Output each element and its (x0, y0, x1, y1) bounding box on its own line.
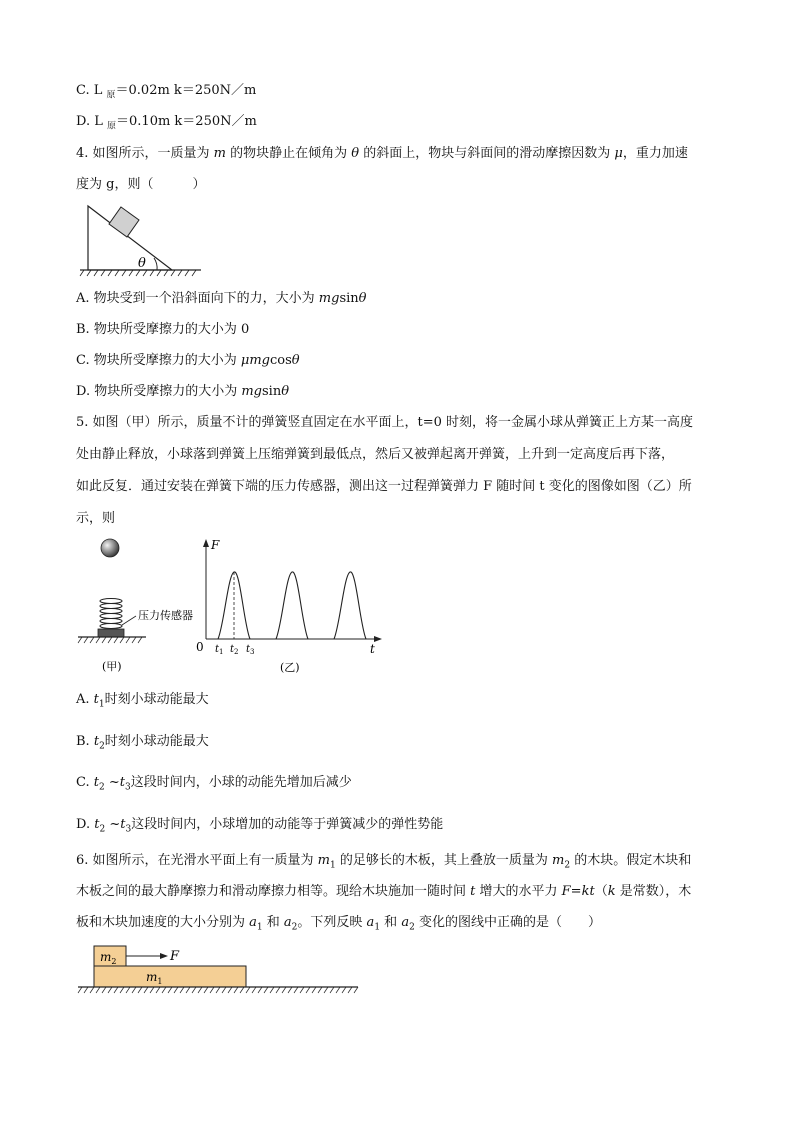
ground-hatch (114, 987, 118, 993)
ground-hatch (228, 987, 232, 993)
ground-hatch (288, 987, 292, 993)
ground-hatch (354, 987, 358, 993)
q4-stem-line1: 4. 如图所示，一质量为 m 的物块静止在倾角为 θ 的斜面上，物块与斜面间的滑动摩擦因数为 μ，重力加速 (76, 146, 688, 161)
ground-hatch (84, 987, 88, 993)
ground-hatch (108, 987, 112, 993)
ground-hatch (336, 987, 340, 993)
origin-label: 0 (196, 640, 204, 654)
ball-icon (101, 539, 119, 557)
ground-hatch (240, 987, 244, 993)
axis-t-label: t (370, 642, 375, 656)
spring-figure-jia (76, 533, 196, 675)
tick-t2: $t_2$ (230, 644, 239, 656)
ground-hatch (120, 987, 124, 993)
q5-option-a: A. $t_1$时刻小球动能最大 (76, 692, 209, 710)
theta-label: θ (138, 256, 146, 271)
ground-hatch (192, 987, 196, 993)
q5-stem-line2: 处由静止释放，小球落到弹簧上压缩弹簧到最低点，然后又被弹起离开弹簧，上升到一定高度后再下落， (76, 447, 675, 462)
tick-t1: $t_1$ (215, 644, 224, 656)
ground-hatch (246, 987, 250, 993)
tick-t3: $t_3$ (246, 644, 255, 656)
option-d-prev: D. L $_原$＝0.10m k＝250N／m (76, 114, 257, 132)
q6-stem-line1: 6. 如图所示，在光滑水平面上有一质量为 $m_1$ 的足够长的木板，其上叠放一质量为 $m_2$ 的木块。假定木块和 (76, 853, 692, 871)
sensor-block (98, 629, 124, 637)
block-board-figure (76, 940, 361, 1000)
ground-hatch (102, 987, 106, 993)
ground-hatch (348, 987, 352, 993)
ground-hatch (78, 987, 82, 993)
ground-hatch (300, 987, 304, 993)
ground-hatch (210, 987, 214, 993)
ground-hatch (294, 987, 298, 993)
axis-f-label: F (211, 538, 220, 552)
q5-stem-line1: 5. 如图（甲）所示，质量不计的弹簧竖直固定在水平面上，t=0 时刻，将一金属小球从弹簧正上方某一高度 (76, 415, 694, 430)
label-yi: (乙) (280, 661, 300, 674)
ground-hatch (198, 987, 202, 993)
board-m1 (94, 966, 246, 987)
ground-hatch (138, 987, 142, 993)
q4-option-b: B. 物块所受摩擦力的大小为 0 (76, 322, 250, 337)
ground-hatch (162, 987, 166, 993)
force-label: F (170, 949, 180, 964)
ground-hatch (252, 987, 256, 993)
q5-stem-line4: 示，则 (76, 511, 116, 526)
sensor-label: 压力传感器 (138, 609, 193, 622)
q5-option-c: C. $t_2$ $\sim t_3$这段时间内，小球的动能先增加后减少 (76, 775, 352, 793)
force-time-graph-yi (190, 535, 390, 675)
label-jia: (甲) (102, 660, 122, 673)
q4-stem-line2: 度为 g，则（ ） (76, 177, 206, 192)
ground-hatch (312, 987, 316, 993)
option-c-prev: C. L $_原$＝0.02m k＝250N／m (76, 83, 257, 101)
ground-hatch (282, 987, 286, 993)
incline-figure (76, 200, 206, 280)
ground-hatch (96, 987, 100, 993)
ground-hatch (264, 987, 268, 993)
q5-option-b: B. $t_2$时刻小球动能最大 (76, 734, 209, 752)
ground-hatch (330, 987, 334, 993)
ground-hatch (174, 987, 178, 993)
ground-hatch (258, 987, 262, 993)
ground-hatch (144, 987, 148, 993)
ground-hatch (306, 987, 310, 993)
q5-stem-line3: 如此反复．通过安装在弹簧下端的压力传感器，测出这一过程弹簧弹力 F 随时间 t 变化的图像如图（乙）所 (76, 479, 692, 494)
ground-hatch (276, 987, 280, 993)
q6-stem-line3: 板和木块加速度的大小分别为 $a_1$ 和 $a_2$。下列反映 $a_1$ 和 $a_2$ 变化的图线中正确的是（ ） (76, 915, 601, 933)
ground-hatch (126, 987, 130, 993)
force-peak-3 (334, 572, 366, 639)
q6-stem-line2: 木板之间的最大静摩擦力和滑动摩擦力相等。现给木块施加一随时间 t 增大的水平力 F=kt（k 是常数），木 (76, 884, 692, 899)
ground-hatch (186, 987, 190, 993)
q4-option-c: C. 物块所受摩擦力的大小为 μmgcosθ (76, 353, 300, 368)
ground-hatch (216, 987, 220, 993)
ground-hatch (318, 987, 322, 993)
ground-hatch (234, 987, 238, 993)
ground-hatch (342, 987, 346, 993)
ground-hatch (204, 987, 208, 993)
force-peak-2 (276, 572, 308, 639)
q5-option-d: D. $t_2$ $\sim t_3$这段时间内，小球增加的动能等于弹簧减少的弹性势能 (76, 817, 444, 835)
ground-hatch (270, 987, 274, 993)
ground-hatch (156, 987, 160, 993)
ground-hatch (168, 987, 172, 993)
q4-option-d: D. 物块所受摩擦力的大小为 mgsinθ (76, 384, 290, 399)
board-m1-label: $m_1$ (146, 970, 163, 986)
ground-hatch (222, 987, 226, 993)
ground-hatch (180, 987, 184, 993)
block-m2-label: $m_2$ (100, 950, 117, 966)
q4-option-a: A. 物块受到一个沿斜面向下的力，大小为 mgsinθ (76, 291, 367, 306)
ground-hatch (150, 987, 154, 993)
ground-hatch (324, 987, 328, 993)
ground-hatch (90, 987, 94, 993)
ground-hatch (132, 987, 136, 993)
